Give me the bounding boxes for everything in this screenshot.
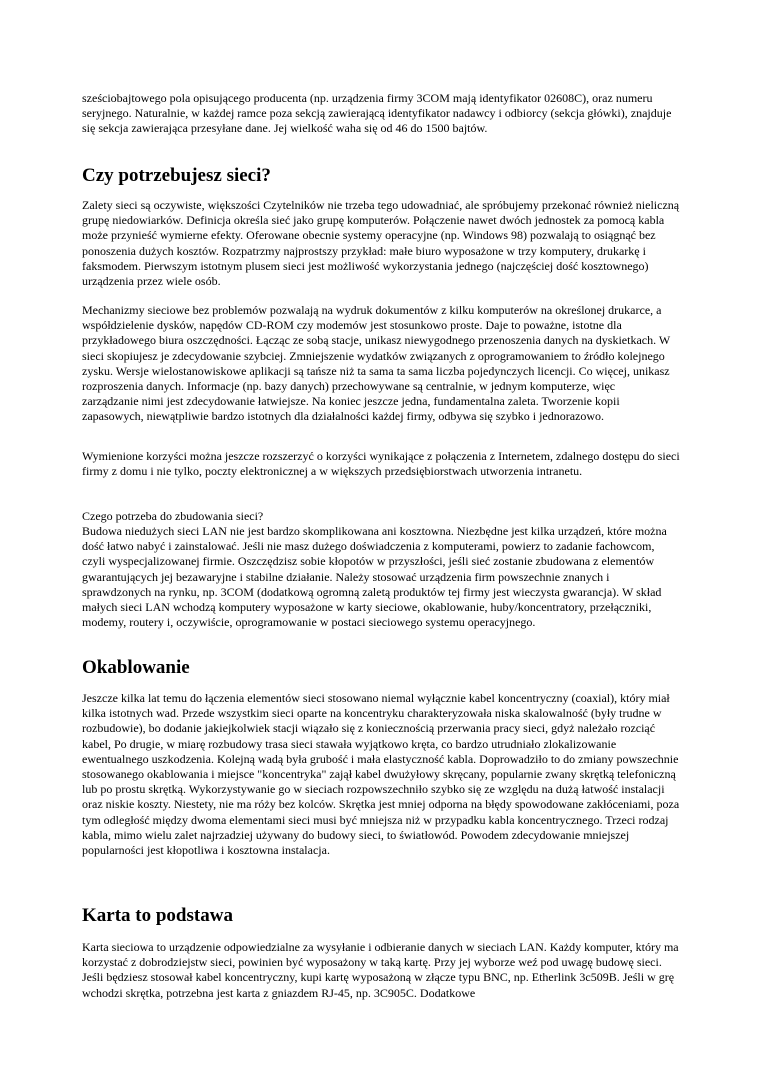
subheading-build: Czego potrzeba do zbudowania sieci? — [82, 509, 264, 523]
paragraph-need-1: Zalety sieci są oczywiste, większości Czytelników nie trzeba tego udowadniać, ale spróbujemy przekonać również nieliczną grupę niedowiarków. Definicja określa sieć jako grupę komputerów. Połączenie nawet dwóch jednostek za pomocą kabla może przynieść wymierne efekty. Oferowane obecnie systemy operacyjne (np. Windows 98) pozwalają to osiągnąć bez ponoszenia dużych kosztów. Rozpatrzmy najprostszy przykład: małe biuro wyposażone w trzy komputery, drukarkę i faksmodem. Pierwszym istotnym plusem sieci jest możliwość wykorzystania jednego (najczęściej dość kosztownego) urządzenia przez wiele osób. — [82, 198, 680, 289]
paragraph-need-3: Wymienione korzyści można jeszcze rozszerzyć o korzyści wynikające z połączenia z Internetem, zdalnego dostępu do sieci firmy z domu i nie tylko, poczty elektronicznej a w większych przedsiębiorstwach utworzenia intranetu. — [82, 449, 680, 479]
paragraph-cabling-1: Jeszcze kilka lat temu do łączenia elementów sieci stosowano niemal wyłącznie kabel koncentryczny (coaxial), który miał kilka istotnych wad. Przede wszystkim sieci oparte na koncentryku charakteryzowała niska skalowalność (były trudne w rozbudowie), bo dodanie jakiejkolwiek stacji wiązało się z koniecznością przerwania pracy sieci, gdyż należało rozciąć kabel, Po drugie, w miarę rozbudowy trasa sieci stawała wyjątkowo kręta, co bardzo utrudniało zlokalizowanie ewentualnego uszkodzenia. Kolejną wadą była grubość i mała elastyczność kabla. Doprowadziło to do zmiany powszechnie stosowanego okablowania i miejsce "koncentryka" zajął kabel dwużyłowy skręcany, popularnie zwany skrętką telefoniczną lub po prostu skrętką. Wykorzystywanie go w sieciach rozpowszechniło szybko się ze względu na dużą łatwość instalacji oraz niskie koszty. Niestety, nie ma róży bez kolców. Skrętka jest mniej odporna na błędy spowodowane zakłóceniami, poza tym odległość między dwoma elementami sieci musi być mniejsza niż w przypadku kabla koncentrycznego. Trzeci rodzaj kabla, mimo wielu zalet najrzadziej używany do budowy sieci, to światłowód. Powodem zdecydowanie mniejszej popularności jest kłopotliwa i kosztowna instalacja. — [82, 691, 680, 858]
paragraph-card-1: Karta sieciowa to urządzenie odpowiedzialne za wysyłanie i odbieranie danych w sieciach LAN. Każdy komputer, który ma korzystać z dobrodziejstw sieci, powinien być wyposażony w taką kartę. Przy jej wyborze weź pod uwagę budowę sieci. Jeśli będziesz stosował kabel koncentryczny, kupi kartę wyposażoną w złącze typu BNC, np. Etherlink 3c509B. Jeśli w grę wchodzi skrętka, potrzebna jest karta z gniazdem RJ-45, np. 3C905C. Dodatkowe — [82, 940, 679, 1000]
heading-need: Czy potrzebujesz sieci? — [82, 165, 271, 186]
heading-card: Karta to podstawa — [82, 905, 233, 926]
paragraph-need-2: Mechanizmy sieciowe bez problemów pozwalają na wydruk dokumentów z kilku komputerów na określonej drukarce, a współdzielenie dysków, napędów CD-ROM czy modemów jest stosunkowo proste. Daje to poważne, istotne dla przykładowego biura oszczędności. Łącząc ze sobą stacje, unikasz niewygodnego przenoszenia danych na dyskietkach. W sieci skopiujesz je zdecydowanie szybciej. Zmniejszenie wydatków związanych z oprogramowaniem to źródło kolejnego zysku. Wersje wielostanowiskowe aplikacji są tańsze niż ta sama ta sama liczba pojedynczych licencji. Co więcej, unikasz rozproszenia danych. Informacje (np. bazy danych) przechowywane są centralnie, w jednym komputerze, więc zarządzanie nimi jest zdecydowanie łatwiejsze. Na koniec jeszcze jedna, fundamentalna zaleta. Tworzenie kopii zapasowych, niewątpliwie bardzo istotnych dla działalności każdej firmy, odbywa się szybko i jednorazowo. — [82, 303, 670, 424]
heading-cabling: Okablowanie — [82, 657, 190, 678]
paragraph-intro: sześciobajtowego pola opisującego producenta (np. urządzenia firmy 3COM mają identyfikator 02608C), oraz numeru seryjnego. Naturalnie, w każdej ramce poza sekcją zawierającą identyfikator nadawcy i odbiorcy (sekcja główki), znajduje się sekcja zawierająca przesyłane dane. Jej wielkość waha się od 46 do 1500 bajtów. — [82, 91, 672, 136]
paragraph-build-1: Budowa niedużych sieci LAN nie jest bardzo skomplikowana ani kosztowna. Niezbędne jest kilka urządzeń, które można dość łatwo nabyć i zainstalować. Jeśli nie masz dużego doświadczenia z komputerami, powierz to zadanie fachowcom, czyli wyspecjalizowanej firmie. Oszczędzisz sobie kłopotów w przyszłości, jeśli sieć zostanie zbudowana z elementów gwarantujących jej bezawaryjne i stabilne działanie. Należy stosować urządzenia firm powszechnie znanych i sprawdzonych na rynku, np. 3COM (dodatkową ogromną zaletą produktów tej firmy jest wieczysta gwarancja). W skład małych sieci LAN wchodzą komputery wyposażone w karty sieciowe, okablowanie, huby/koncentratory, przełączniki, modemy, routery i, oczywiście, oprogramowanie w postaci sieciowego systemu operacyjnego. — [82, 524, 667, 630]
